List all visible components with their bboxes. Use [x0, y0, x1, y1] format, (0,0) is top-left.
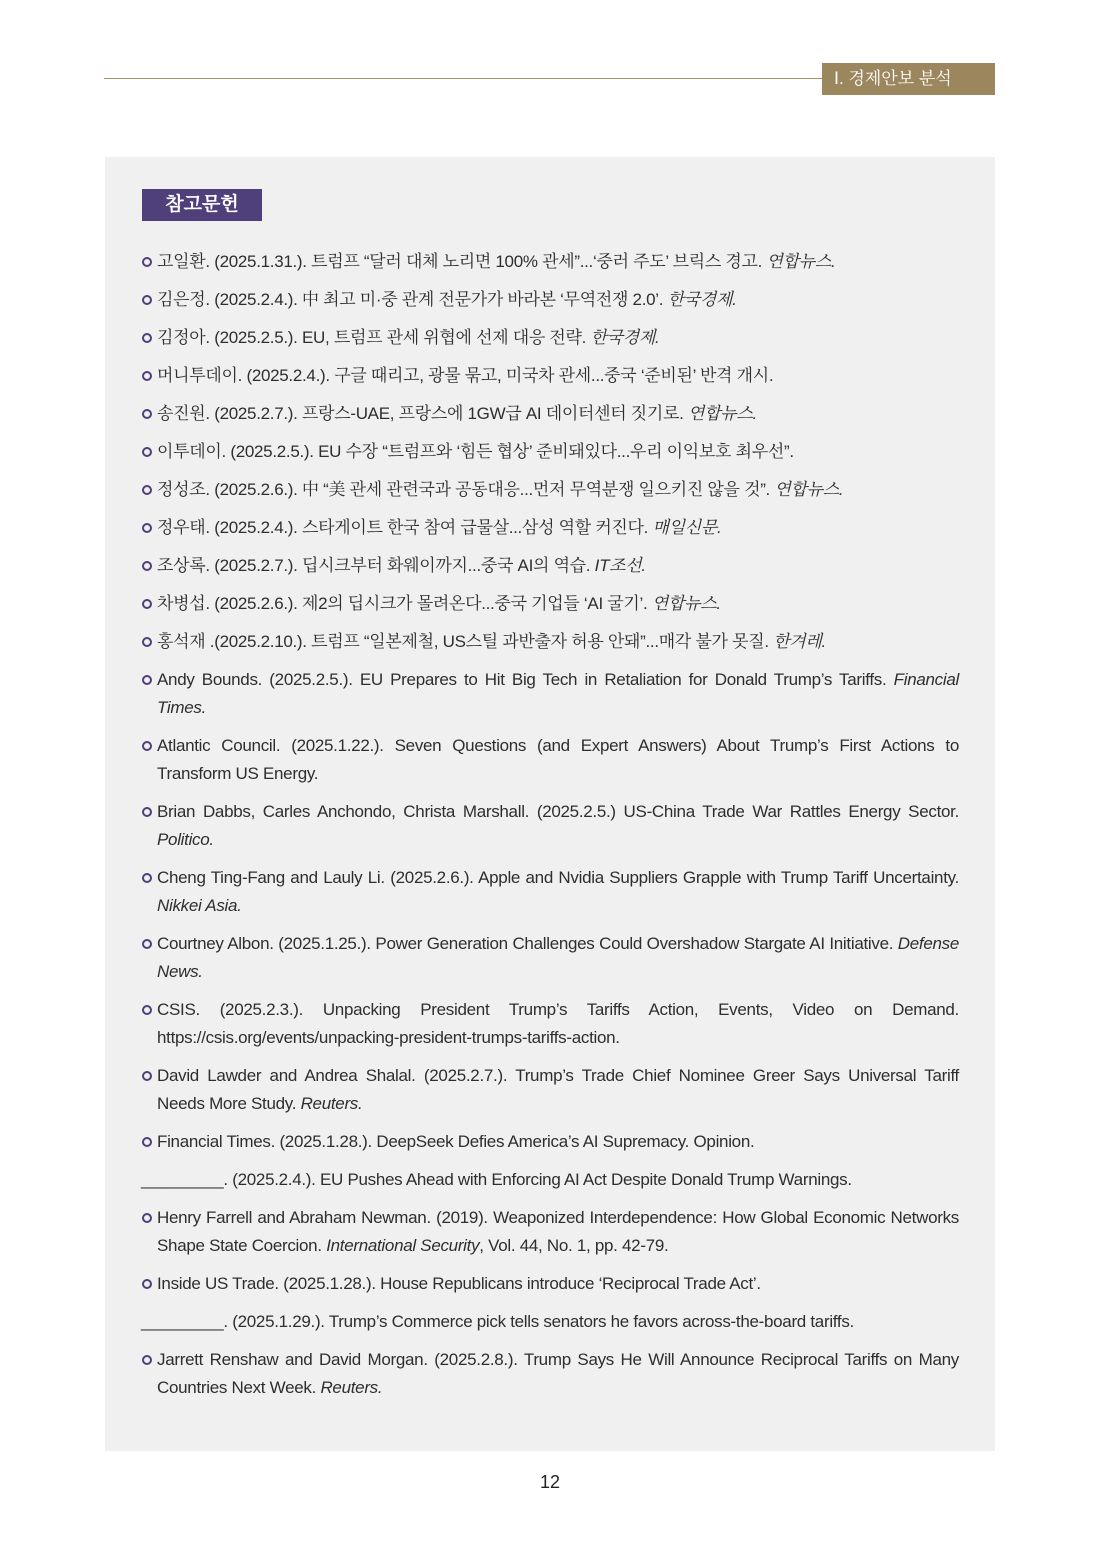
circle-bullet-icon [142, 939, 152, 949]
reference-item [141, 552, 959, 580]
reference-text: 머니투데이. (2025.2.4.). 구글 때리고, 광물 묶고, 미국차 관세...중국 ‘준비된’ 반격 개시. [157, 366, 774, 385]
circle-bullet-icon [142, 561, 152, 571]
reference-item [141, 514, 959, 542]
reference-item [141, 666, 959, 722]
reference-source: 한겨레. [773, 632, 826, 651]
reference-text: 홍석재 .(2025.2.10.). 트럼프 “일본제철, US스틸 과반출자 허용 안돼”...매각 불가 못질. [157, 632, 774, 651]
reference-text: 정성조. (2025.2.6.). 中 “美 관세 관련국과 공동대응...먼저 무역분쟁 일으키진 않을 것”. [157, 480, 775, 499]
reference-source: International Security [326, 1236, 480, 1255]
reference-item [141, 1128, 959, 1156]
reference-item [141, 996, 959, 1052]
reference-text: Financial Times. (2025.1.28.). DeepSeek Defies America’s AI Supremacy. Opinion. [157, 1132, 755, 1151]
reference-source: 한국경제. [590, 328, 660, 347]
reference-text: 송진원. (2025.2.7.). 프랑스-UAE, 프랑스에 1GW급 AI 데이터센터 짓기로. [157, 404, 689, 423]
reference-text: 고일환. (2025.1.31.). 트럼프 “달러 대체 노리면 100% 관세”...‘중러 주도’ 브릭스 경고. [157, 252, 767, 271]
reference-text: Andy Bounds. (2025.2.5.). EU Prepares to Hit Big Tech in Retaliation for Donald Trump’s Tariffs. [157, 670, 894, 689]
reference-item [141, 248, 959, 276]
reference-text: 김은정. (2025.2.4.). 中 최고 미·중 관계 전문가가 바라본 ‘무역전쟁 2.0’. [157, 290, 668, 309]
reference-text: Atlantic Council. (2025.1.22.). Seven Questions (and Expert Answers) About Trump’s First Actions to Transform US Energy. [157, 736, 959, 783]
reference-item [141, 400, 959, 428]
circle-bullet-icon [142, 257, 152, 267]
reference-suffix: , Vol. 44, No. 1, pp. 42-79. [479, 1236, 669, 1255]
reference-item [141, 590, 959, 618]
circle-bullet-icon [142, 1355, 152, 1365]
reference-text: Courtney Albon. (2025.1.25.). Power Generation Challenges Could Overshadow Stargate AI Initiative. [157, 934, 898, 953]
reference-item [141, 1346, 959, 1402]
reference-text: 김정아. (2025.2.5.). EU, 트럼프 관세 위협에 선제 대응 전략. [157, 328, 591, 347]
reference-source: Reuters. [320, 1378, 383, 1397]
reference-text: David Lawder and Andrea Shalal. (2025.2.7.). Trump’s Trade Chief Nominee Greer Says Universal Tariff Needs More Study. [157, 1066, 959, 1113]
circle-bullet-icon [142, 741, 152, 751]
reference-source: 연합뉴스. [651, 594, 721, 613]
references-list [141, 248, 959, 1412]
circle-bullet-icon [142, 485, 152, 495]
circle-bullet-icon [142, 1213, 152, 1223]
reference-text: 이투데이. (2025.2.5.). EU 수장 “트럼프와 ‘힘든 협상’ 준비돼있다...우리 이익보호 최우선”. [157, 442, 794, 461]
circle-bullet-icon [142, 1071, 152, 1081]
reference-text: _________. (2025.1.29.). Trump’s Commerce pick tells senators he favors across-the-board tariffs. [141, 1312, 854, 1331]
reference-item [141, 1062, 959, 1118]
reference-source: 연합뉴스. [766, 252, 836, 271]
reference-source: Politico. [157, 830, 214, 849]
references-title: 참고문헌 [142, 189, 262, 221]
reference-item [141, 324, 959, 352]
reference-text: Brian Dabbs, Carles Anchondo, Christa Marshall. (2025.2.5.) US-China Trade War Rattles Energy Sector. [157, 802, 959, 821]
circle-bullet-icon [142, 1005, 152, 1015]
page-number: 12 [539, 1472, 561, 1492]
reference-item [141, 798, 959, 854]
section-label: Ⅰ. 경제안보 분석 [822, 63, 995, 95]
circle-bullet-icon [142, 295, 152, 305]
reference-source: Financial Times. [157, 670, 959, 717]
reference-source: 연합뉴스. [774, 480, 844, 499]
reference-text: CSIS. (2025.2.3.). Unpacking President Trump’s Tariffs Action, Events, Video on Demand. https://csis.org/events/unpacking-president-trumps-tariffs-action. [157, 1000, 959, 1047]
reference-source: IT조선. [594, 556, 646, 575]
circle-bullet-icon [142, 807, 152, 817]
reference-text: Jarrett Renshaw and David Morgan. (2025.2.8.). Trump Says He Will Announce Reciprocal Tariffs on Many Countries Next Week. [157, 1350, 959, 1397]
reference-item [141, 628, 959, 656]
reference-item [141, 286, 959, 314]
reference-text: _________. (2025.2.4.). EU Pushes Ahead with Enforcing AI Act Despite Donald Trump Warnings. [141, 1170, 852, 1189]
circle-bullet-icon [142, 873, 152, 883]
reference-text: Inside US Trade. (2025.1.28.). House Republicans introduce ‘Reciprocal Trade Act’. [157, 1274, 761, 1293]
reference-text: 조상록. (2025.2.7.). 딥시크부터 화웨이까지...중국 AI의 역습. [157, 556, 595, 575]
reference-source: Reuters. [300, 1094, 363, 1113]
reference-item [141, 438, 959, 466]
reference-item [141, 362, 959, 390]
reference-source: 연합뉴스. [688, 404, 757, 423]
circle-bullet-icon [142, 1137, 152, 1147]
reference-item [141, 1204, 959, 1260]
reference-source: Nikkei Asia. [157, 896, 242, 915]
reference-item [141, 732, 959, 788]
reference-source: 한국경제. [667, 290, 737, 309]
reference-text: Cheng Ting-Fang and Lauly Li. (2025.2.6.). Apple and Nvidia Suppliers Grapple with Trump Tariff Uncertainty. [157, 868, 959, 887]
reference-text: Henry Farrell and Abraham Newman. (2019). Weaponized Interdependence: How Global Economic Networks Shape State Coercion. [157, 1208, 959, 1255]
reference-item [141, 476, 959, 504]
circle-bullet-icon [142, 447, 152, 457]
reference-item [141, 1270, 959, 1298]
circle-bullet-icon [142, 599, 152, 609]
reference-item [141, 864, 959, 920]
header-rule [104, 78, 822, 79]
circle-bullet-icon [142, 371, 152, 381]
circle-bullet-icon [142, 523, 152, 533]
reference-item [141, 930, 959, 986]
references-panel [105, 157, 995, 1451]
reference-item [141, 1166, 959, 1194]
reference-item [141, 1308, 959, 1336]
reference-source: Defense News. [157, 934, 959, 981]
circle-bullet-icon [142, 675, 152, 685]
circle-bullet-icon [142, 409, 152, 419]
reference-text: 정우태. (2025.2.4.). 스타게이트 한국 참여 급물살...삼성 역할 커진다. [157, 518, 653, 537]
circle-bullet-icon [142, 1279, 152, 1289]
reference-source: 매일신문. [652, 518, 722, 537]
circle-bullet-icon [142, 637, 152, 647]
reference-text: 차병섭. (2025.2.6.). 제2의 딥시크가 몰려온다...중국 기업들 ‘AI 굴기’. [157, 594, 652, 613]
circle-bullet-icon [142, 333, 152, 343]
